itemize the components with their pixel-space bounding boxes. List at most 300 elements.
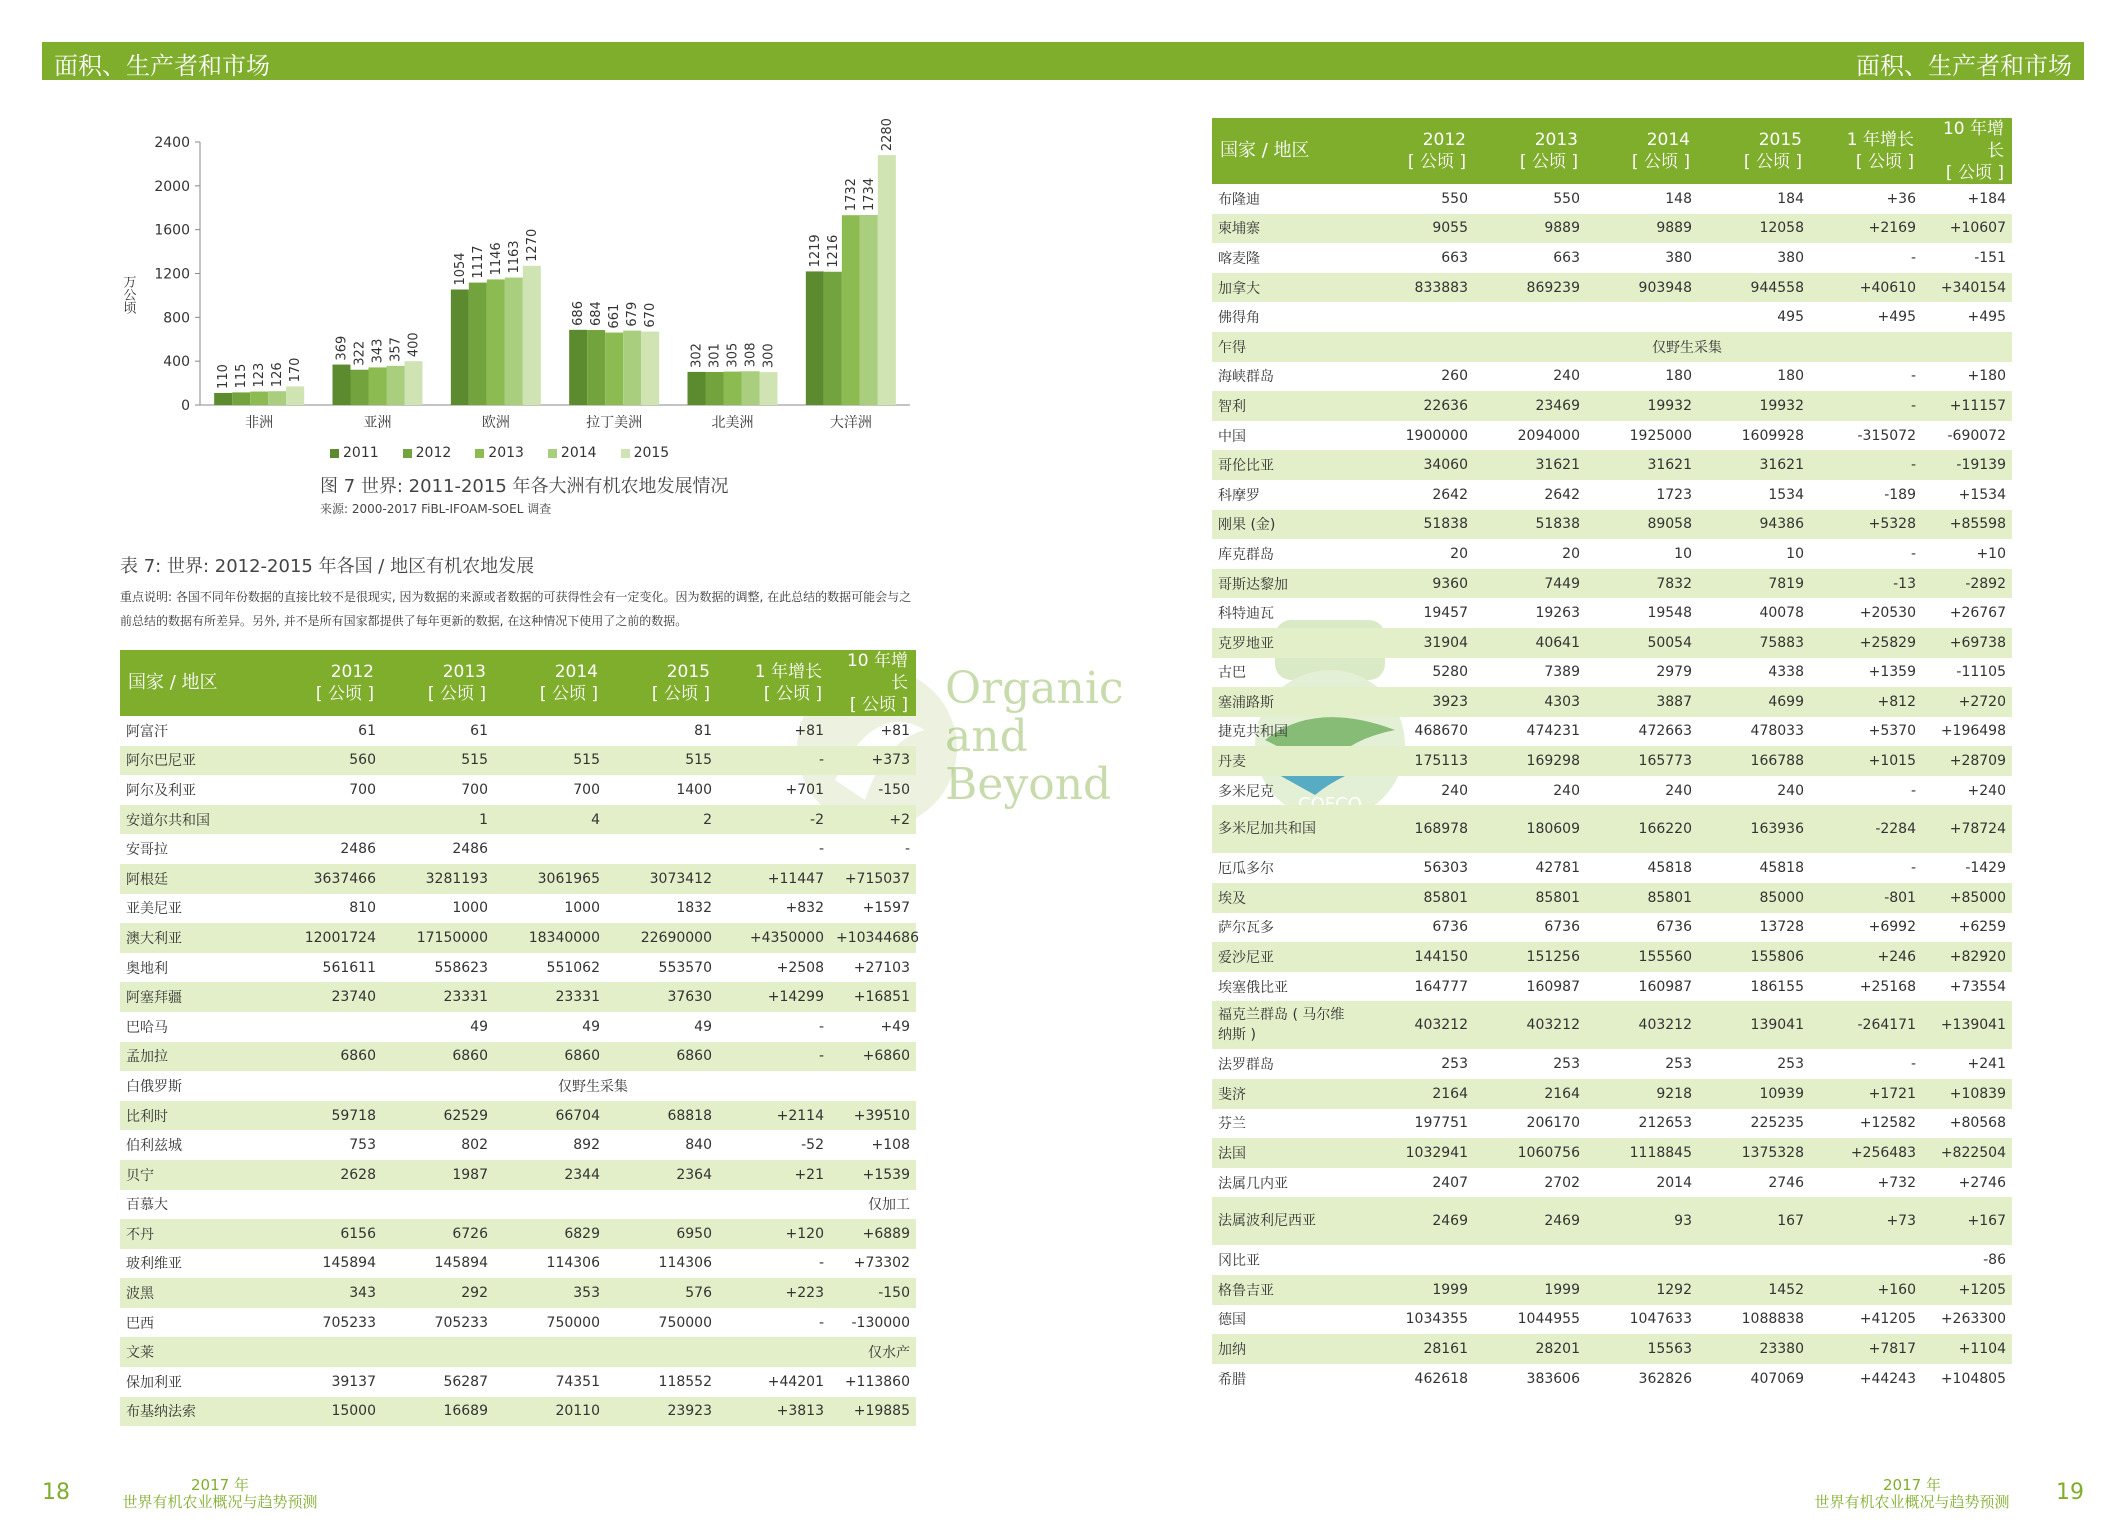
value-cell: 6950 (606, 1219, 718, 1249)
value-cell: -189 (1884, 486, 1916, 503)
value-cell: 15563 (1586, 1334, 1698, 1364)
value-cell: 28161 (1362, 1334, 1474, 1364)
value-cell: +10607 (1922, 214, 2012, 244)
table-row (1212, 717, 2012, 747)
table-row (120, 1160, 916, 1190)
bar (505, 278, 523, 405)
data-label: 1734 (861, 177, 877, 211)
value-cell: 1044955 (1517, 1311, 1580, 1328)
value-cell: +1104 (1922, 1334, 2012, 1364)
value-cell: 155560 (1586, 942, 1698, 972)
value-cell: +73 (1810, 1197, 1922, 1245)
country-cell: 智利 (1212, 391, 1362, 421)
value-cell: 2469 (1474, 1197, 1586, 1245)
value-cell: 1609928 (1741, 427, 1804, 444)
data-label: 322 (352, 340, 368, 366)
data-label: 686 (571, 300, 587, 326)
value-cell: 944558 (1698, 273, 1810, 303)
value-cell: 85801 (1474, 883, 1586, 913)
table-row (120, 1278, 916, 1308)
value-cell: 6860 (270, 1042, 382, 1072)
data-label: 1216 (825, 234, 841, 268)
header-title-left: 面积、生产者和市场 (54, 52, 270, 80)
y-tick-label: 1200 (154, 266, 190, 283)
value-cell: 1452 (1698, 1275, 1810, 1305)
value-cell: 403212 (1474, 1001, 1586, 1049)
bar-chart (100, 105, 940, 470)
value-cell: 9055 (1362, 214, 1474, 244)
country-cell: 格鲁吉亚 (1212, 1275, 1362, 1305)
table-row (120, 834, 916, 864)
value-cell: 23923 (606, 1397, 718, 1427)
value-cell: +73554 (1949, 978, 2006, 995)
value-cell: +2 (830, 805, 916, 835)
value-cell: 663 (1441, 249, 1468, 266)
bar (842, 215, 860, 405)
value-cell: +241 (1967, 1056, 2006, 1073)
bar (605, 333, 623, 405)
value-cell: +85000 (1922, 883, 2012, 913)
table-row (1212, 1168, 2012, 1198)
value-cell (270, 1190, 382, 1220)
value-cell: +40610 (1810, 273, 1922, 303)
value-cell: 1034355 (1405, 1311, 1468, 1328)
value-cell: 3073412 (606, 864, 718, 894)
value-cell: 164777 (1414, 978, 1468, 995)
y-tick-label: 400 (163, 354, 190, 371)
value-cell: - (1810, 450, 1922, 480)
country-cell: 斐济 (1212, 1079, 1362, 1109)
country-cell: 法国 (1212, 1138, 1362, 1168)
value-cell: 148 (1665, 190, 1692, 207)
value-cell: 9889 (1474, 214, 1586, 244)
value-cell: 553570 (658, 959, 712, 976)
value-cell: 114306 (546, 1255, 600, 1272)
value-cell: 2164 (1474, 1079, 1586, 1109)
country-cell: 多米尼克 (1218, 783, 1274, 800)
country-cell: 克罗地亚 (1212, 628, 1362, 658)
table-row (120, 1249, 916, 1279)
value-cell: +27103 (853, 959, 910, 976)
value-cell: 750000 (658, 1314, 712, 1331)
value-cell: 753 (349, 1137, 376, 1154)
value-cell: -11105 (1956, 664, 2006, 681)
value-cell: +12582 (1859, 1115, 1916, 1132)
table-row (1212, 1109, 2012, 1139)
table-row (120, 923, 916, 953)
footer-report: 世界有机农业概况与趋势预测 (122, 1493, 318, 1511)
value-cell: - (1910, 1056, 1916, 1073)
value-cell: 7819 (1698, 569, 1810, 599)
value-cell: 240 (1665, 782, 1692, 799)
value-cell: 1999 (1474, 1275, 1586, 1305)
value-cell: 145894 (322, 1255, 376, 1272)
value-cell (1362, 302, 1474, 332)
value-cell: -86 (1983, 1252, 2006, 1269)
table-row (1212, 1138, 2012, 1168)
country-cell: 加纳 (1212, 1334, 1362, 1364)
value-cell (494, 834, 606, 864)
value-cell: 22636 (1362, 391, 1474, 421)
bar (706, 372, 724, 405)
figure-source: 来源: 2000-2017 FiBL-IFOAM-SOEL 调查 (320, 502, 552, 516)
value-cell: 180 (1777, 368, 1804, 385)
country-cell: 多米尼加共和国 (1212, 805, 1362, 853)
bar (824, 272, 842, 405)
country-cell: 哥伦比亚 (1212, 450, 1362, 480)
value-cell (606, 1337, 718, 1367)
value-cell: +21 (718, 1160, 830, 1190)
value-cell: +832 (785, 900, 824, 917)
country-cell: 佛得角 (1218, 310, 1260, 327)
table-row (1212, 214, 2012, 244)
value-cell: 51838 (1474, 510, 1586, 540)
table-row (1212, 1334, 2012, 1364)
value-cell: +28709 (1922, 746, 2012, 776)
value-cell: +19885 (830, 1397, 916, 1427)
y-tick-label: 0 (181, 398, 190, 414)
value-cell: - (818, 1255, 824, 1272)
data-label: 400 (406, 332, 422, 358)
value-cell: 49 (470, 1018, 488, 1035)
data-label: 1732 (843, 178, 859, 212)
column-header: 2013 [ 公顷 ] (382, 650, 494, 716)
table-right-header (1212, 118, 2012, 184)
legend-swatch (621, 449, 630, 458)
country-cell: 澳大利亚 (120, 923, 270, 953)
value-cell: 81 (694, 722, 712, 739)
table-row (120, 716, 916, 746)
country-cell: 捷克共和国 (1218, 724, 1288, 741)
table-row (1212, 332, 2012, 362)
value-cell: - (818, 1018, 824, 1035)
table-row (120, 894, 916, 924)
country-cell: 比利时 (120, 1101, 270, 1131)
value-cell: -150 (830, 1278, 916, 1308)
value-cell (270, 1012, 382, 1042)
value-cell: 515 (494, 746, 606, 776)
value-cell: 仅水产 (830, 1337, 916, 1367)
value-cell: 1000 (564, 900, 600, 917)
value-cell (270, 1337, 382, 1367)
value-cell: 576 (606, 1278, 718, 1308)
page-number-left: 18 (42, 1480, 70, 1505)
value-cell: -264171 (1810, 1001, 1922, 1049)
country-cell: 阿富汗 (126, 723, 168, 740)
country-cell: 不丹 (120, 1219, 270, 1249)
value-cell: 1 (382, 805, 494, 835)
column-header: 2012 [ 公顷 ] (270, 650, 382, 716)
table-left-body (120, 716, 919, 1426)
table-row (120, 1042, 916, 1072)
value-cell: 75883 (1698, 628, 1810, 658)
value-cell: +85598 (1922, 510, 2012, 540)
data-label: 126 (270, 362, 286, 388)
value-cell: +701 (785, 781, 824, 798)
value-cell (1474, 1245, 1586, 1275)
value-cell (718, 1337, 830, 1367)
footer-report: 世界有机农业概况与趋势预测 (1814, 1493, 2010, 1511)
value-cell: 165773 (1586, 746, 1698, 776)
value-cell: 184 (1777, 190, 1804, 207)
value-cell (1586, 302, 1698, 332)
bar (860, 215, 878, 405)
watermark-line: Organic (945, 663, 1124, 714)
value-cell: 20 (1450, 545, 1468, 562)
bar (387, 366, 405, 405)
value-cell: 1047633 (1629, 1311, 1692, 1328)
value-cell: 2486 (340, 841, 376, 858)
country-cell: 福克兰群岛 ( 马尔维纳斯 ) (1212, 1001, 1362, 1049)
country-cell: 科特迪瓦 (1218, 606, 1274, 623)
value-cell: 16689 (382, 1397, 494, 1427)
table-row (120, 1397, 916, 1427)
data-label: 302 (689, 343, 705, 368)
country-cell: 德国 (1218, 1312, 1246, 1329)
bar (469, 283, 487, 405)
y-tick-label: 1600 (154, 222, 190, 239)
x-tick-label: 大洋洲 (829, 415, 872, 431)
value-cell: 49 (694, 1018, 712, 1035)
value-cell: 663 (1553, 249, 1580, 266)
legend-label: 2014 (560, 445, 597, 461)
value-cell: +11447 (718, 864, 830, 894)
table-row (120, 1071, 916, 1101)
value-cell: 6860 (382, 1042, 494, 1072)
value-cell: 802 (461, 1137, 488, 1154)
country-cell: 布隆迪 (1218, 191, 1260, 208)
country-cell: 厄瓜多尔 (1218, 861, 1274, 878)
table-row (1212, 1049, 2012, 1079)
country-cell: 海峡群岛 (1218, 369, 1274, 386)
legend-swatch (330, 449, 339, 458)
value-cell: 2642 (1544, 486, 1580, 503)
value-cell: +10 (1976, 545, 2006, 562)
value-cell: 3923 (1362, 687, 1474, 717)
value-cell: +69738 (1922, 628, 2012, 658)
data-label: 343 (370, 338, 386, 364)
country-cell: 保加利亚 (126, 1374, 182, 1391)
value-cell: 4 (494, 805, 606, 835)
value-cell: +1205 (1922, 1275, 2012, 1305)
x-tick-label: 拉丁美洲 (586, 415, 643, 431)
value-cell: 403212 (1362, 1001, 1474, 1049)
country-cell: 法属几内亚 (1218, 1175, 1288, 1192)
value-cell: 9218 (1586, 1079, 1698, 1109)
country-cell: 哥斯达黎加 (1212, 569, 1362, 599)
value-cell: 2344 (494, 1160, 606, 1190)
table-row (1212, 598, 2012, 628)
value-cell: +340154 (1922, 273, 2012, 303)
legend-item (330, 445, 379, 461)
value-cell: +44243 (1859, 1370, 1916, 1387)
value-cell: +78724 (1922, 805, 2012, 853)
country-cell: 巴哈马 (126, 1019, 168, 1036)
table-row (1212, 510, 2012, 540)
value-cell: 37630 (606, 982, 718, 1012)
value-cell: +49 (880, 1018, 910, 1035)
value-cell: - (1810, 391, 1922, 421)
value-cell: 550 (1553, 190, 1580, 207)
table-row (1212, 1197, 2012, 1245)
value-cell: +7817 (1810, 1334, 1922, 1364)
data-label: 1219 (807, 234, 823, 268)
value-cell: 6726 (382, 1219, 494, 1249)
value-cell: 6736 (1544, 919, 1580, 936)
value-cell: 3887 (1586, 687, 1698, 717)
legend-item (475, 445, 524, 461)
value-cell: +2169 (1810, 214, 1922, 244)
value-cell: 42781 (1535, 860, 1580, 877)
value-cell: 23469 (1474, 391, 1586, 421)
bar (569, 330, 587, 405)
country-cell: 阿尔及利亚 (126, 782, 196, 799)
table-row (120, 775, 916, 805)
table-row (1212, 480, 2012, 510)
value-cell: 13728 (1759, 919, 1804, 936)
value-cell (382, 1337, 494, 1367)
value-cell: 50054 (1586, 628, 1698, 658)
legend-label: 2015 (633, 445, 670, 461)
table-row (120, 1337, 916, 1367)
column-header: 2015 [ 公顷 ] (1698, 118, 1810, 184)
column-header: 2015 [ 公顷 ] (606, 650, 718, 716)
country-cell: 文莱 (120, 1337, 270, 1367)
value-cell: 45818 (1759, 860, 1804, 877)
value-cell: +82920 (1922, 942, 2012, 972)
value-cell (494, 1337, 606, 1367)
table-row (1212, 746, 2012, 776)
value-cell: +1721 (1810, 1079, 1922, 1109)
watermark-line: and (945, 711, 1028, 762)
value-cell: +373 (830, 746, 916, 776)
value-cell: - (904, 841, 910, 858)
value-cell (1586, 1245, 1698, 1275)
data-label: 1146 (488, 242, 504, 276)
value-cell: 6736 (1432, 919, 1468, 936)
country-cell: 白俄罗斯 (126, 1078, 182, 1095)
value-cell: 61 (470, 722, 488, 739)
page-number-right: 19 (2056, 1480, 2084, 1505)
value-cell: +196498 (1940, 723, 2006, 740)
value-cell: 180609 (1474, 805, 1586, 853)
legend-swatch (548, 449, 557, 458)
value-cell: +246 (1810, 942, 1922, 972)
value-cell: -151 (1974, 249, 2006, 266)
value-cell: 34060 (1362, 450, 1474, 480)
value-cell: 2746 (1768, 1174, 1804, 1191)
value-cell: 869239 (1474, 273, 1586, 303)
value-cell: 2979 (1656, 664, 1692, 681)
value-cell: 892 (573, 1137, 600, 1154)
value-cell: +1597 (862, 900, 910, 917)
table-row (1212, 942, 2012, 972)
value-cell: 40641 (1474, 628, 1586, 658)
value-cell: 1400 (676, 781, 712, 798)
value-cell: +39510 (830, 1101, 916, 1131)
value-cell: +495 (1877, 309, 1916, 326)
value-cell: 66704 (494, 1101, 606, 1131)
value-cell: +256483 (1810, 1138, 1922, 1168)
value-cell: 550 (1441, 190, 1468, 207)
value-cell: +139041 (1922, 1001, 2012, 1049)
chart-legend (330, 445, 669, 461)
table-row (1212, 913, 2012, 943)
column-header: 2013 [ 公顷 ] (1474, 118, 1586, 184)
value-cell: - (1910, 860, 1916, 877)
value-cell (1362, 1245, 1474, 1275)
value-cell: 2014 (1656, 1174, 1692, 1191)
value-cell: 362826 (1638, 1370, 1692, 1387)
value-cell: +495 (1967, 309, 2006, 326)
data-label: 1117 (470, 245, 486, 279)
value-cell: 1088838 (1741, 1311, 1804, 1328)
value-cell: 18340000 (494, 923, 606, 953)
value-cell: 1900000 (1405, 427, 1468, 444)
value-cell: 59718 (270, 1101, 382, 1131)
value-cell: 40078 (1759, 605, 1804, 622)
value-cell: +1359 (1868, 664, 1916, 681)
value-cell: 93 (1586, 1197, 1698, 1245)
value-cell: 23740 (270, 982, 382, 1012)
value-cell: 3281193 (382, 864, 494, 894)
x-tick-label: 非洲 (245, 415, 274, 431)
value-cell: 167 (1698, 1197, 1810, 1245)
legend-label: 2013 (488, 445, 524, 461)
country-cell: 乍得 (1212, 332, 1362, 362)
country-cell: 孟加拉 (120, 1042, 270, 1072)
country-cell: 希腊 (1218, 1371, 1246, 1388)
bar (286, 386, 304, 405)
value-cell: 840 (685, 1137, 712, 1154)
value-cell: 166788 (1698, 746, 1810, 776)
bar (641, 332, 659, 405)
data-label: 684 (589, 301, 605, 327)
table-left-header (120, 650, 916, 716)
value-cell (494, 716, 606, 746)
value-cell: +20530 (1859, 605, 1916, 622)
y-tick-label: 800 (163, 310, 190, 327)
value-cell: 114306 (658, 1255, 712, 1272)
column-header: 2014 [ 公顷 ] (494, 650, 606, 716)
value-cell: 62529 (382, 1101, 494, 1131)
value-cell: +3813 (718, 1397, 830, 1427)
value-cell: -1429 (1965, 860, 2006, 877)
bar (724, 372, 742, 405)
value-cell: 700 (349, 781, 376, 798)
value-cell: 2469 (1362, 1197, 1474, 1245)
value-cell: +184 (1967, 190, 2006, 207)
value-cell: +5328 (1810, 510, 1922, 540)
bar (587, 330, 605, 405)
value-cell: 3637466 (270, 864, 382, 894)
value-cell: -19139 (1922, 450, 2012, 480)
value-cell: 168978 (1362, 805, 1474, 853)
bar-chart-svg (100, 105, 940, 470)
footer-left (120, 1477, 320, 1511)
value-cell: 1987 (382, 1160, 494, 1190)
value-cell: 253 (1777, 1056, 1804, 1073)
value-cell: 85801 (1362, 883, 1474, 913)
table-cell-note: 仅野生采集 (558, 1078, 628, 1095)
value-cell: 144150 (1362, 942, 1474, 972)
bar (351, 370, 369, 405)
value-cell: +5370 (1868, 723, 1916, 740)
bar (369, 367, 387, 405)
value-cell: 240 (1777, 782, 1804, 799)
value-cell: 7389 (1544, 664, 1580, 681)
country-cell: 亚美尼亚 (126, 901, 182, 918)
